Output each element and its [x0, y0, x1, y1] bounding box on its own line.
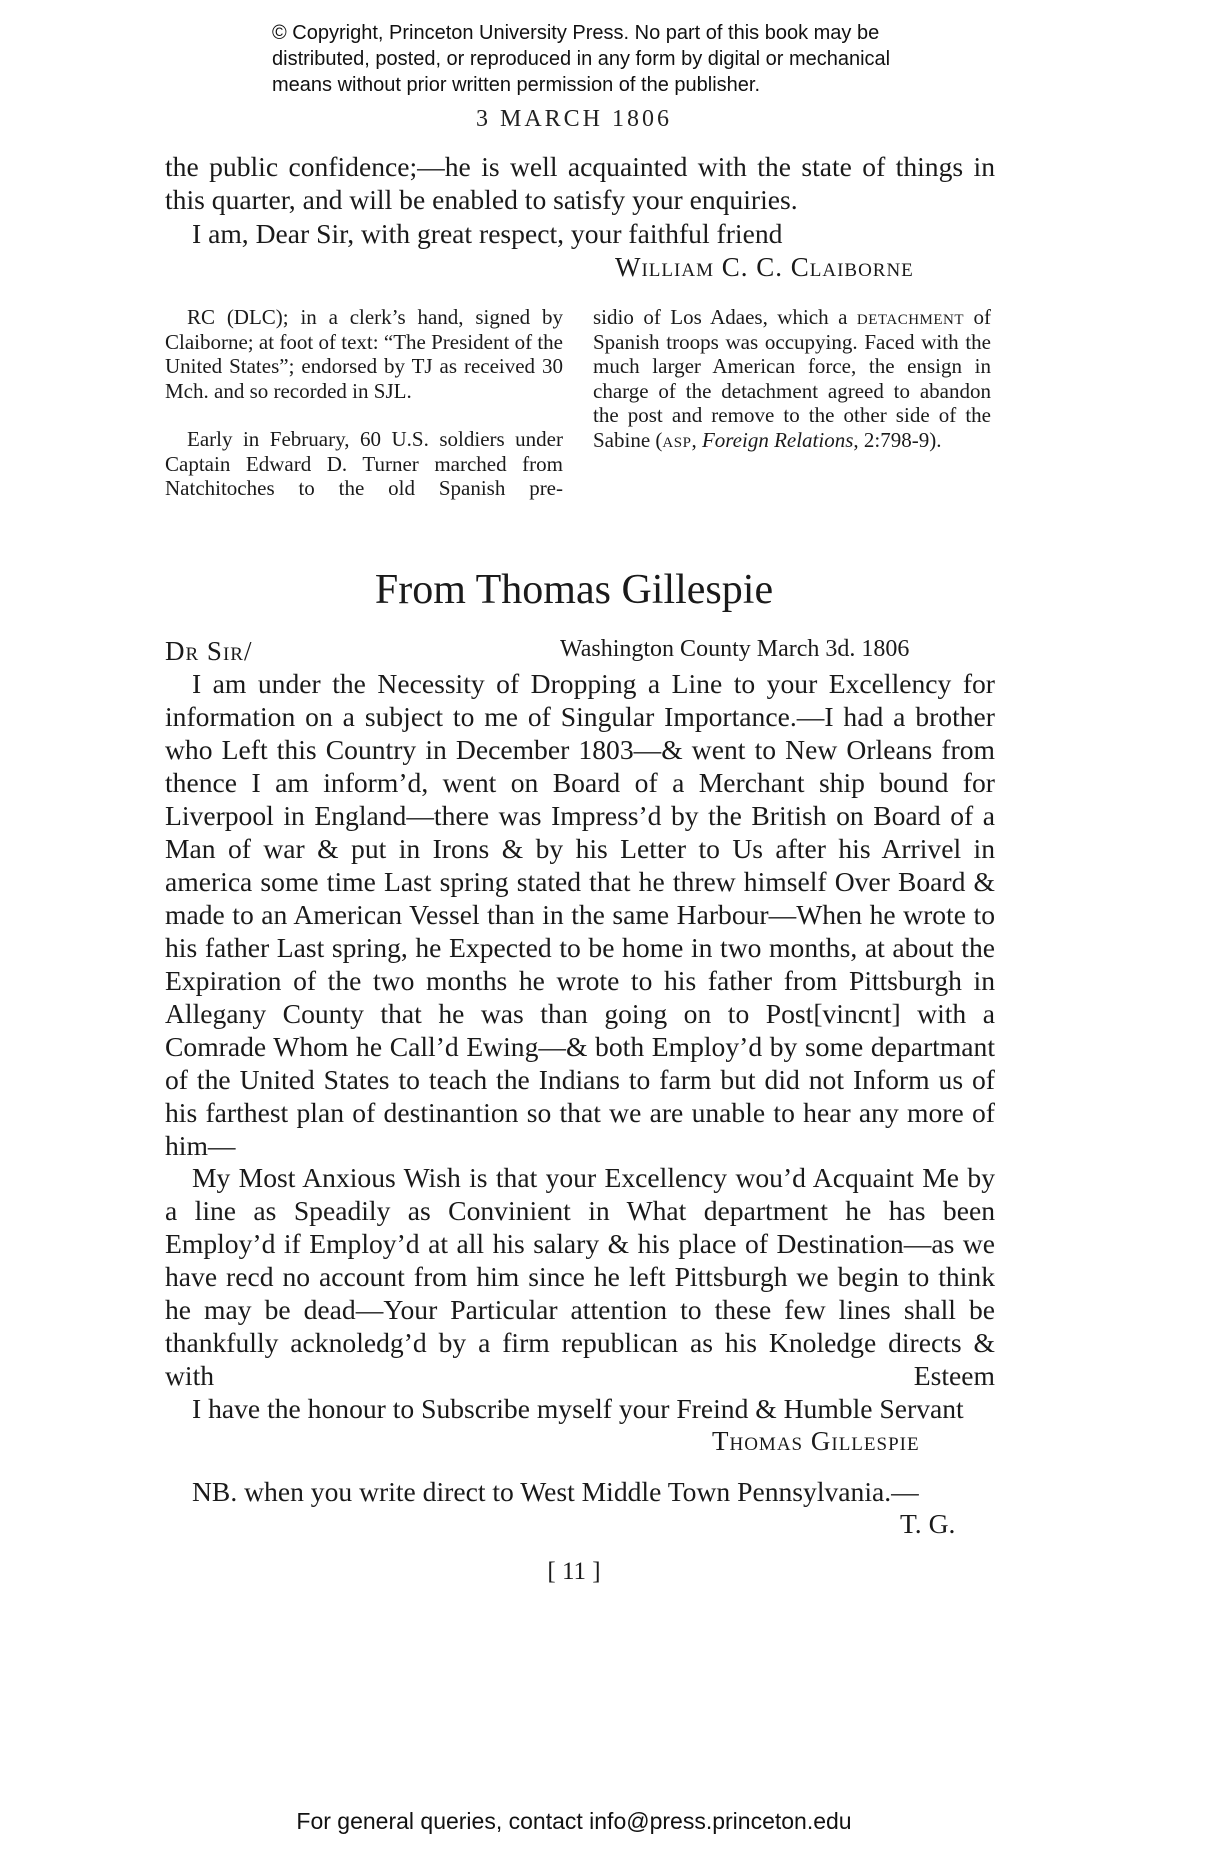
annotation-context-note: Early in February, 60 U.S. soldiers under Captain Edward D. Turner marched from Natchitoches to the old Spanish pre- [165, 427, 563, 500]
page-number: [ 11 ] [547, 1558, 601, 1585]
footer-contact: For general queries, contact info@press.princeton.edu [296, 1808, 852, 1834]
previous-letter-signature: William C. C. Claiborne [615, 252, 914, 282]
postscript: NB. when you write direct to West Middle Town Pennsylvania.— [192, 1476, 919, 1507]
salutation: Dr Sir/ [165, 636, 253, 666]
foreign-relations-citation: Foreign Relations [701, 427, 854, 452]
letter-paragraph-2: My Most Anxious Wish is that your Excellency wou’d Acquaint Me by a line as Speadily as Convinient in What department he has been Employ’d if Employ’d at all his salary & his place of Destination—as we have recd no account from him since he left Pittsburgh we begin to think he may be dead—Your Particular attention to these few lines shall be thankfully acknoledg’d by a firm republican as his Knoledge directs & with Esteem [165, 1162, 995, 1391]
copyright-line: © Copyright, Princeton University Press. No part of this book may be [272, 22, 880, 44]
letter-signature: Thomas Gillespie [712, 1426, 920, 1456]
detachment-cross-reference: detachment [856, 305, 965, 329]
copyright-line: means without prior written permission of the publisher. [272, 74, 761, 96]
asp-abbreviation: asp [662, 427, 692, 452]
dateline: Washington County March 3d. 1806 [560, 636, 910, 662]
letter-closing: I have the honour to Subscribe myself your Freind & Humble Servant [192, 1393, 964, 1424]
annotation-column-right [593, 305, 991, 452]
previous-letter-complimentary-close: I am, Dear Sir, with great respect, your faithful friend [192, 218, 783, 249]
annotation-source-note: RC (DLC); in a clerk’s hand, signed by Claiborne; at foot of text: “The President of the United States”; endorsed by TJ as received 30 Mch. and so recorded in SJL. [165, 305, 563, 403]
copyright-notice [272, 20, 992, 98]
letter-paragraph-1: I am under the Necessity of Dropping a Line to your Excellency for information on a subject to me of Singular Importance.—I had a brother who Left this Country in December 1803—& went to New Orleans from thence I am inform’d, went on Board of a Merchant ship bound for Liverpool in England—there was Impress’d by the British on Board of a Man of war & put in Irons & by his Letter to Us after his Arrivel in america some time Last spring stated that he threw himself Over Board & made to an American Vessel than in the same Harbour—When he wrote to his father Last spring, he Expected to be home in two months, at about the Expiration of the two months he wrote to his father from Pittsburgh in Allegany County that he was than going on to Post[vincnt] with a Comrade Whom he Call’d Ewing—& both Employ’d by some departmant of the United States to teach the Indians to farm but did not Inform us of his farthest plan of destinantion so that we are unable to hear any more of him— [165, 668, 995, 1161]
postscript-initials: T. G. [900, 1508, 956, 1539]
previous-letter-closing-text: the public confidence;—he is well acquainted with the state of things in this quarter, and will be enabled to satisfy your enquiries. [165, 151, 995, 215]
copyright-line: distributed, posted, or reproduced in any form by digital or mechanical [272, 48, 891, 70]
annotation-column-left [165, 305, 563, 501]
document-title: From Thomas Gillespie [374, 567, 774, 613]
annotation-continuation: sidio of Los Adaes, which a detachment of Spanish troops was occupying. Faced with the much larger American force, the ensign in charge of the detachment agreed to abandon the post and remove to the other side of the Sabine (asp, Foreign Relations, 2:798-9). [593, 305, 992, 452]
running-head: 3 MARCH 1806 [475, 106, 673, 132]
